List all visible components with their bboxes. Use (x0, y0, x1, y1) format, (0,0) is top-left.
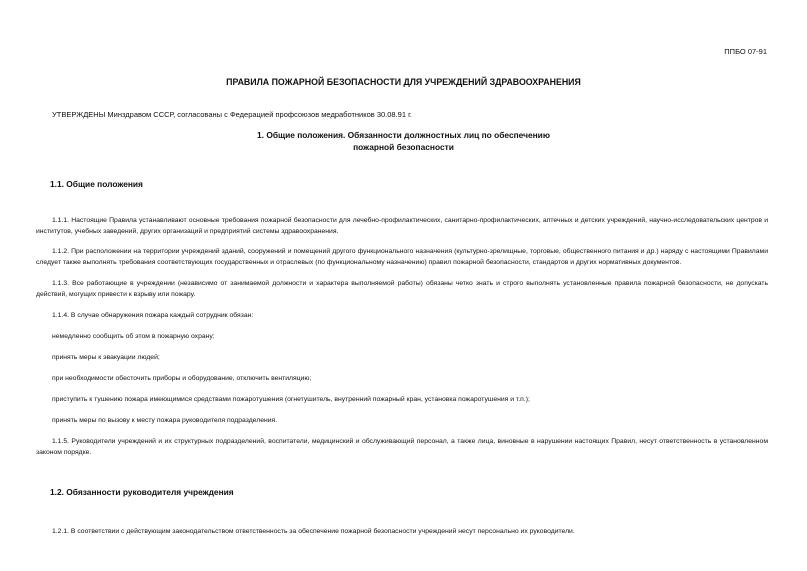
list-item-call-supervisor: принять меры по вызову к месту пожара руководителя подразделения. (52, 417, 278, 424)
paragraph-1-1-3: 1.1.3. Все работающие в учреждении (независимо от занимаемой должности и характера выполняемой работы) обязаны четко знать и строго выполнять установленные правила пожарной безопасности, не допускать действий, могущих привести к взрыву или пожару. (36, 280, 768, 298)
list-item-power-off: при необходимости обесточить приборы и оборудование, отключить вентиляцию; (52, 375, 312, 382)
approval-note: УТВЕРЖДЕНЫ Минздравом СССР, согласованы с Федерацией профсоюзов медработников 30.08.91 г. (52, 110, 413, 119)
section-title-general: 1.1. Общие положения (50, 179, 143, 189)
list-item-evacuate: принять меры к эвакуации людей; (52, 354, 160, 361)
paragraph-1-1-2: 1.1.2. При расположении на территории учреждений зданий, сооружений и помещений другого функционального назначения (культурно-зрелищные, торговые, общественного питания и др.) наряду с настоящими Правилами следует также выполнять требования соответствующих государственных и отраслевых (по функциональному назначению) правил пожарной безопасности, стандартов и других нормативных документов. (36, 248, 768, 266)
paragraph-1-1-5: 1.1.5. Руководители учреждений и их структурных подразделений, воспитатели, медицинский и обслуживающий персонал, а также лица, виновные в нарушении настоящих Правил, несут ответственность в установленном законом порядке. (36, 438, 768, 456)
chapter-title-line-1: 1. Общие положения. Обязанности должностных лиц по обеспечению (257, 130, 550, 140)
list-item-report-fire: немедленно сообщить об этом в пожарную охрану; (52, 333, 215, 340)
paragraph-1-2-1: 1.2.1. В соответствии с действующим законодательством ответственность за обеспечение пожарной безопасности учреждений несут персонально их руководители. (52, 528, 575, 535)
document-code: ППБО 07-91 (724, 47, 767, 56)
paragraph-1-1-4: 1.1.4. В случае обнаружения пожара каждый сотрудник обязан: (52, 312, 254, 319)
chapter-title (0, 129, 807, 153)
list-item-extinguish: приступить к тушению пожара имеющимися средствами пожаротушения (огнетушитель, внутренний пожарный кран, установка пожаротушения и т.п.); (52, 396, 530, 403)
paragraph-1-1-1: 1.1.1. Настоящие Правила устанавливают основные требования пожарной безопасности для лечебно-профилактических, санитарно-профилактических, аптечных и детских учреждений, научно-исследовательских центров и институтов, учебных заведений, других организаций и предприятий системы здравоохранения. (36, 217, 768, 235)
document-title: ПРАВИЛА ПОЖАРНОЙ БЕЗОПАСНОСТИ ДЛЯ УЧРЕЖДЕНИЙ ЗДРАВООХРАНЕНИЯ (226, 77, 581, 87)
chapter-title-line-2: пожарной безопасности (353, 142, 454, 152)
section-title-director-duties: 1.2. Обязанности руководителя учреждения (50, 487, 234, 497)
